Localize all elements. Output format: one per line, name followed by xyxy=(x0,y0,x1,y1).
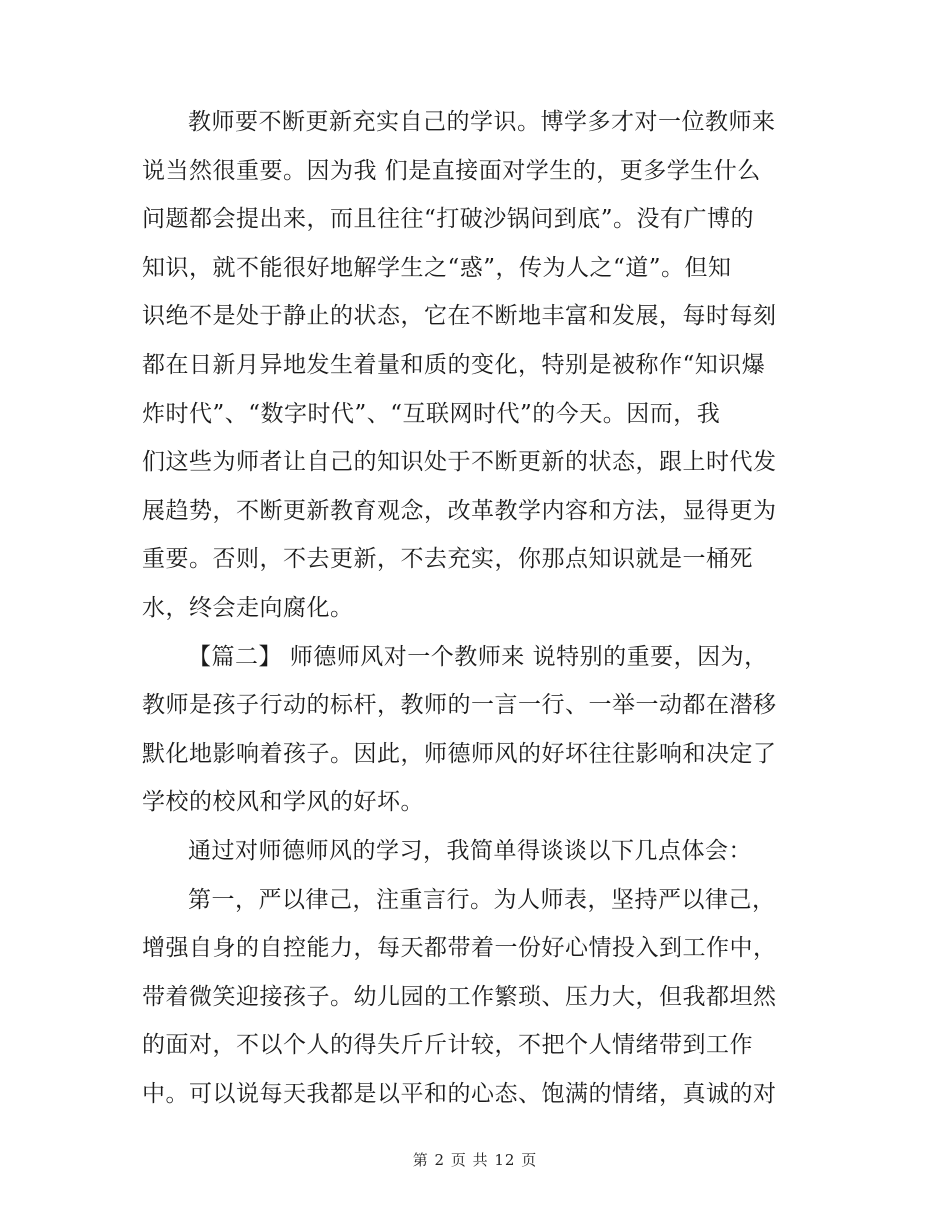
text-line: 知识，就不能很好地解学生之“惑”，传为人之“道”。但知 xyxy=(142,254,732,281)
text-line: 展趋势，不断更新教育观念，改革教学内容和方法，显得更为 xyxy=(142,497,777,524)
text-line: 带着微笑迎接孩子。幼儿园的工作繁琐、压力大，但我都坦然 xyxy=(142,983,777,1010)
text-line: 第一，严以律己，注重言行。为人师表，坚持严以律己， xyxy=(188,886,776,913)
text-line: 教师是孩子行动的标杆，教师的一言一行、一举一动都在潜移 xyxy=(142,692,777,719)
page-number-footer: 第 2 页 共 12 页 xyxy=(412,1151,538,1169)
text-line: 们这些为师者让自己的知识处于不断更新的状态，跟上时代发 xyxy=(142,449,777,476)
body-text xyxy=(142,98,822,1118)
text-line: 默化地影响着孩子。因此，师德师风的好坏往往影响和决定了 xyxy=(142,740,777,767)
text-line: 水，终会走向腐化。 xyxy=(142,594,354,621)
text-line: 说当然很重要。因为我 们是直接面对学生的，更多学生什么 xyxy=(142,157,761,184)
text-line: 增强自身的自控能力，每天都带着一份好心情投入到工作中， xyxy=(142,935,777,962)
text-line: 重要。否则，不去更新，不去充实，你那点知识就是一桶死 xyxy=(142,546,753,573)
text-line: 中。可以说每天我都是以平和的心态、饱满的情绪，真诚的对 xyxy=(142,1080,777,1107)
section-heading-line: 【篇二】 师德师风对一个教师来 说特别的重要，因为， xyxy=(188,643,768,670)
text-line: 学校的校风和学风的好坏。 xyxy=(142,789,424,816)
text-line: 问题都会提出来，而且往往“打破沙锅问到底”。没有广博的 xyxy=(142,206,755,233)
text-line: 炸时代”、“数字时代”、“互联网时代”的今天。因而，我 xyxy=(142,400,721,427)
text-line: 都在日新月异地发生着量和质的变化，特别是被称作“知识爆 xyxy=(142,351,766,378)
text-line: 教师要不断更新充实自己的学识。博学多才对一位教师来 xyxy=(188,109,776,135)
text-line: 识绝不是处于静止的状态，它在不断地丰富和发展，每时每刻 xyxy=(142,303,777,330)
text-line: 的面对，不以个人的得失斤斤计较，不把个人情绪带到工作 xyxy=(142,1032,753,1059)
text-line: 通过对师德师风的学习，我简单得谈谈以下几点体会： xyxy=(188,837,752,864)
